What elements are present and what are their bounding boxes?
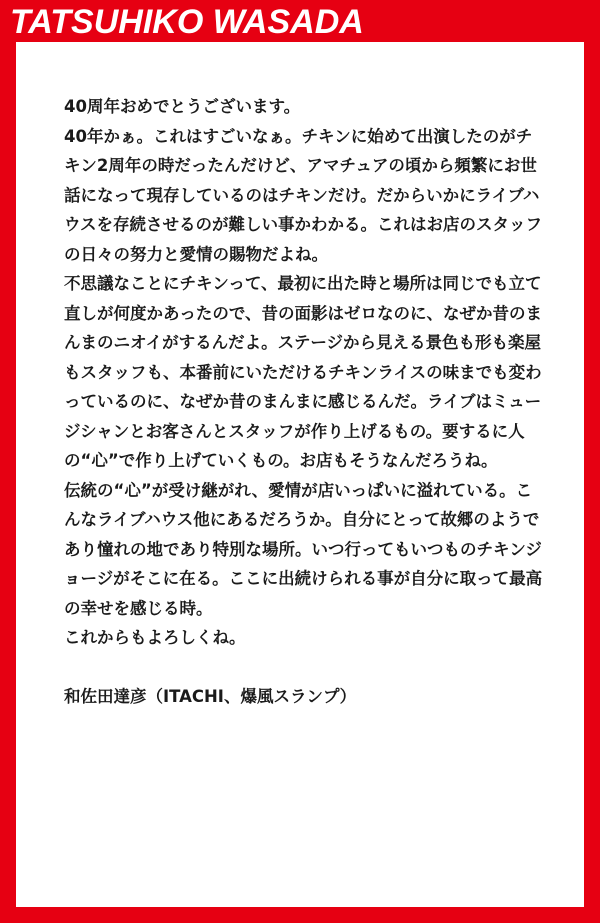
signature: 和佐田達彦（ITACHI、爆風スランプ） [64,687,357,706]
message-body [64,92,544,712]
title-banner [0,0,364,42]
blank-line [64,653,544,683]
greeting-text: 40周年おめでとうございます。 [64,97,301,116]
paragraph-3: 伝統の“心”が受け継がれ、愛情が店いっぱいに溢れている。こんなライブハウス他にあるだろうか。自分にとって故郷のようであり憧れの地であり特別な場所。いつ行ってもいつものチキンジョージがそこに在る。ここに出続けられる事が自分に取って最高の幸せを感じる時。 [64,480,543,618]
paragraph-1: 40年かぁ。これはすごいなぁ。チキンに始めて出演したのがチキン2周年の時だったんだけど、アマチュアの頃から頻繁にお世話になって現存しているのはチキンだけ。だからいかにライブハウスを存続させるのが難しい事かわかる。これはお店のスタッフの日々の努力と愛情の賜物だよね。 [64,126,543,264]
closing-text: これからもよろしくね。 [64,628,246,647]
page-title: TATSUHIKO WASADA [10,3,364,41]
paragraph-2: 不思議なことにチキンって、最初に出た時と場所は同じでも立て直しが何度かあったので、昔の面影はゼロなのに、なぜか昔のまんまのニオイがするんだよ。ステージから見える景色も形も楽屋もスタッフも、本番前にいただけるチキンライスの味までも変わっているのに、なぜか昔のまんまに感じるんだ。ライブはミュージシャンとお客さんとスタッフが作り上げるもの。要するに人の“心”で作り上げていくもの。お店もそうなんだろうね。 [64,274,543,470]
